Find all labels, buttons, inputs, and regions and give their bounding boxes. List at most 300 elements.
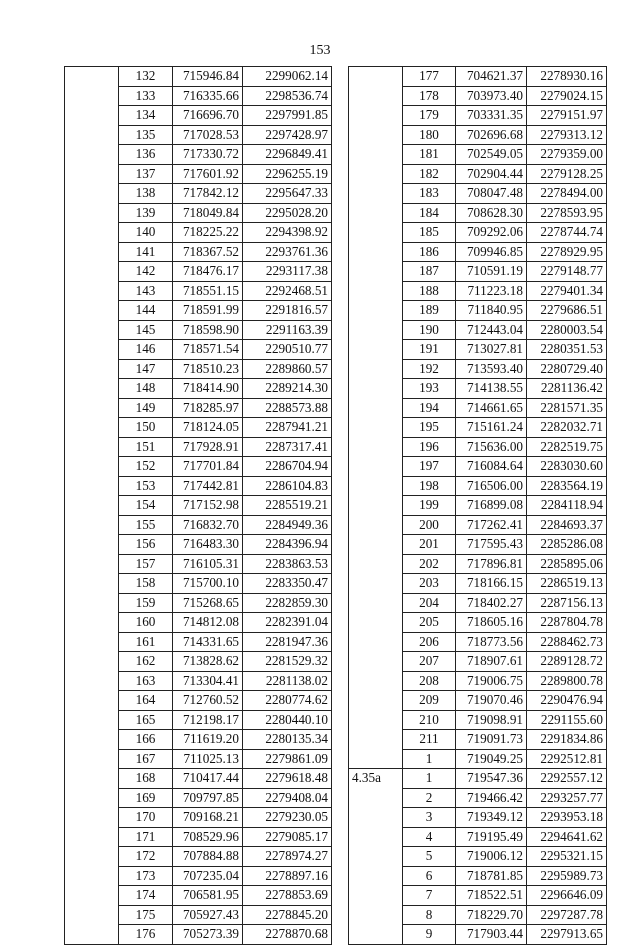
table-row [349, 671, 607, 691]
table-row [349, 223, 607, 243]
point-id-cell: 180 [403, 125, 456, 145]
table-row [349, 925, 607, 945]
group-cell [65, 613, 119, 633]
group-cell [349, 86, 403, 106]
group-cell [65, 398, 119, 418]
x-coordinate-cell: 713304.41 [173, 671, 243, 691]
x-coordinate-cell: 705273.39 [173, 925, 243, 945]
x-coordinate-cell: 716335.66 [173, 86, 243, 106]
x-coordinate-cell: 713027.81 [456, 340, 527, 360]
point-id-cell: 132 [119, 67, 173, 87]
x-coordinate-cell: 717330.72 [173, 145, 243, 165]
table-row [349, 632, 607, 652]
x-coordinate-cell: 717152.98 [173, 496, 243, 516]
group-cell [65, 437, 119, 457]
point-id-cell: 2 [403, 788, 456, 808]
table-row [65, 437, 332, 457]
y-coordinate-cell: 2295989.73 [527, 866, 607, 886]
group-cell [65, 769, 119, 789]
y-coordinate-cell: 2279359.00 [527, 145, 607, 165]
x-coordinate-cell: 707884.88 [173, 847, 243, 867]
y-coordinate-cell: 2290510.77 [243, 340, 332, 360]
point-id-cell: 205 [403, 613, 456, 633]
group-cell [349, 203, 403, 223]
y-coordinate-cell: 2293953.18 [527, 808, 607, 828]
table-row [349, 769, 607, 789]
x-coordinate-cell: 713828.62 [173, 652, 243, 672]
table-row [65, 281, 332, 301]
x-coordinate-cell: 718522.51 [456, 886, 527, 906]
point-id-cell: 137 [119, 164, 173, 184]
y-coordinate-cell: 2288573.88 [243, 398, 332, 418]
group-cell [65, 86, 119, 106]
point-id-cell: 157 [119, 554, 173, 574]
point-id-cell: 198 [403, 476, 456, 496]
table-row [65, 866, 332, 886]
table-row [65, 515, 332, 535]
x-coordinate-cell: 717595.43 [456, 535, 527, 555]
x-coordinate-cell: 702549.05 [456, 145, 527, 165]
y-coordinate-cell: 2281529.32 [243, 652, 332, 672]
point-id-cell: 176 [119, 925, 173, 945]
table-row [65, 164, 332, 184]
point-id-cell: 135 [119, 125, 173, 145]
y-coordinate-cell: 2282391.04 [243, 613, 332, 633]
point-id-cell: 209 [403, 691, 456, 711]
table-row [349, 340, 607, 360]
x-coordinate-cell: 714138.55 [456, 379, 527, 399]
table-row [65, 574, 332, 594]
group-cell [349, 340, 403, 360]
x-coordinate-cell: 705927.43 [173, 905, 243, 925]
y-coordinate-cell: 2283564.19 [527, 476, 607, 496]
group-cell [65, 418, 119, 438]
y-coordinate-cell: 2278897.16 [243, 866, 332, 886]
table-row [349, 554, 607, 574]
point-id-cell: 210 [403, 710, 456, 730]
point-id-cell: 154 [119, 496, 173, 516]
point-id-cell: 143 [119, 281, 173, 301]
table-row [349, 905, 607, 925]
group-cell [349, 223, 403, 243]
y-coordinate-cell: 2278744.74 [527, 223, 607, 243]
group-cell [349, 457, 403, 477]
group-cell [65, 710, 119, 730]
y-coordinate-cell: 2280774.62 [243, 691, 332, 711]
group-cell [349, 593, 403, 613]
point-id-cell: 7 [403, 886, 456, 906]
x-coordinate-cell: 718551.15 [173, 281, 243, 301]
x-coordinate-cell: 714812.08 [173, 613, 243, 633]
table-row [349, 379, 607, 399]
table-row [65, 652, 332, 672]
x-coordinate-cell: 718124.05 [173, 418, 243, 438]
table-row [349, 476, 607, 496]
y-coordinate-cell: 2291834.86 [527, 730, 607, 750]
table-row [65, 184, 332, 204]
table-row [349, 262, 607, 282]
point-id-cell: 164 [119, 691, 173, 711]
group-cell [349, 535, 403, 555]
point-id-cell: 201 [403, 535, 456, 555]
y-coordinate-cell: 2281947.36 [243, 632, 332, 652]
point-id-cell: 159 [119, 593, 173, 613]
table-row [65, 457, 332, 477]
table-row [65, 398, 332, 418]
table-row [349, 86, 607, 106]
x-coordinate-cell: 718414.90 [173, 379, 243, 399]
group-cell [349, 691, 403, 711]
page-number: 153 [309, 43, 331, 58]
x-coordinate-cell: 719070.46 [456, 691, 527, 711]
group-cell [65, 515, 119, 535]
point-id-cell: 185 [403, 223, 456, 243]
point-id-cell: 196 [403, 437, 456, 457]
table-row [349, 164, 607, 184]
point-id-cell: 197 [403, 457, 456, 477]
group-cell [349, 379, 403, 399]
group-cell [65, 671, 119, 691]
y-coordinate-cell: 2297991.85 [243, 106, 332, 126]
x-coordinate-cell: 702696.68 [456, 125, 527, 145]
group-cell [65, 886, 119, 906]
point-id-cell: 202 [403, 554, 456, 574]
table-row [65, 145, 332, 165]
y-coordinate-cell: 2278974.27 [243, 847, 332, 867]
table-row [349, 418, 607, 438]
table-row [349, 67, 607, 87]
table-row [65, 242, 332, 262]
table-row [65, 613, 332, 633]
x-coordinate-cell: 707235.04 [173, 866, 243, 886]
group-cell [65, 301, 119, 321]
group-cell [65, 847, 119, 867]
table-row [349, 827, 607, 847]
y-coordinate-cell: 2299062.14 [243, 67, 332, 87]
point-id-cell: 199 [403, 496, 456, 516]
point-id-cell: 149 [119, 398, 173, 418]
table-row [349, 398, 607, 418]
x-coordinate-cell: 712443.04 [456, 320, 527, 340]
x-coordinate-cell: 719098.91 [456, 710, 527, 730]
table-row [349, 886, 607, 906]
table-row [65, 496, 332, 516]
y-coordinate-cell: 2284693.37 [527, 515, 607, 535]
y-coordinate-cell: 2293117.38 [243, 262, 332, 282]
x-coordinate-cell: 719006.75 [456, 671, 527, 691]
group-cell [65, 593, 119, 613]
table-row [349, 866, 607, 886]
x-coordinate-cell: 717262.41 [456, 515, 527, 535]
table-row [349, 808, 607, 828]
group-cell [65, 749, 119, 769]
group-cell [65, 866, 119, 886]
point-id-cell: 165 [119, 710, 173, 730]
x-coordinate-cell: 711223.18 [456, 281, 527, 301]
x-coordinate-cell: 710417.44 [173, 769, 243, 789]
point-id-cell: 158 [119, 574, 173, 594]
point-id-cell: 136 [119, 145, 173, 165]
point-id-cell: 191 [403, 340, 456, 360]
y-coordinate-cell: 2279618.48 [243, 769, 332, 789]
y-coordinate-cell: 2278853.69 [243, 886, 332, 906]
group-cell [349, 905, 403, 925]
group-cell [349, 730, 403, 750]
group-cell [349, 242, 403, 262]
point-id-cell: 183 [403, 184, 456, 204]
x-coordinate-cell: 718049.84 [173, 203, 243, 223]
y-coordinate-cell: 2290476.94 [527, 691, 607, 711]
y-coordinate-cell: 2284396.94 [243, 535, 332, 555]
y-coordinate-cell: 2291155.60 [527, 710, 607, 730]
y-coordinate-cell: 2285895.06 [527, 554, 607, 574]
x-coordinate-cell: 718598.90 [173, 320, 243, 340]
group-cell [349, 866, 403, 886]
group-cell [65, 788, 119, 808]
x-coordinate-cell: 717028.53 [173, 125, 243, 145]
point-id-cell: 150 [119, 418, 173, 438]
x-coordinate-cell: 719349.12 [456, 808, 527, 828]
point-id-cell: 170 [119, 808, 173, 828]
x-coordinate-cell: 703973.40 [456, 86, 527, 106]
y-coordinate-cell: 2285286.08 [527, 535, 607, 555]
point-id-cell: 163 [119, 671, 173, 691]
group-cell [65, 652, 119, 672]
group-cell [349, 515, 403, 535]
x-coordinate-cell: 702904.44 [456, 164, 527, 184]
point-id-cell: 175 [119, 905, 173, 925]
point-id-cell: 133 [119, 86, 173, 106]
y-coordinate-cell: 2286519.13 [527, 574, 607, 594]
group-cell [65, 203, 119, 223]
y-coordinate-cell: 2278593.95 [527, 203, 607, 223]
x-coordinate-cell: 716506.00 [456, 476, 527, 496]
group-cell [65, 535, 119, 555]
group-cell [65, 320, 119, 340]
y-coordinate-cell: 2284949.36 [243, 515, 332, 535]
group-cell [65, 827, 119, 847]
table-row [65, 86, 332, 106]
point-id-cell: 211 [403, 730, 456, 750]
table-row [65, 671, 332, 691]
y-coordinate-cell: 2279128.25 [527, 164, 607, 184]
y-coordinate-cell: 2280440.10 [243, 710, 332, 730]
point-id-cell: 161 [119, 632, 173, 652]
point-id-cell: 208 [403, 671, 456, 691]
x-coordinate-cell: 717928.91 [173, 437, 243, 457]
table-row [349, 847, 607, 867]
table-row [65, 301, 332, 321]
right-coordinate-table [348, 66, 607, 945]
x-coordinate-cell: 718605.16 [456, 613, 527, 633]
y-coordinate-cell: 2295028.20 [243, 203, 332, 223]
group-cell [349, 496, 403, 516]
group-cell [349, 262, 403, 282]
x-coordinate-cell: 716899.08 [456, 496, 527, 516]
group-cell [65, 925, 119, 945]
point-id-cell: 8 [403, 905, 456, 925]
group-cell [65, 125, 119, 145]
y-coordinate-cell: 2278494.00 [527, 184, 607, 204]
x-coordinate-cell: 714331.65 [173, 632, 243, 652]
y-coordinate-cell: 2287941.21 [243, 418, 332, 438]
point-id-cell: 148 [119, 379, 173, 399]
y-coordinate-cell: 2283030.60 [527, 457, 607, 477]
group-cell [349, 652, 403, 672]
x-coordinate-cell: 717842.12 [173, 184, 243, 204]
x-coordinate-cell: 719049.25 [456, 749, 527, 769]
table-row [65, 730, 332, 750]
x-coordinate-cell: 717701.84 [173, 457, 243, 477]
table-row [349, 359, 607, 379]
point-id-cell: 140 [119, 223, 173, 243]
x-coordinate-cell: 715636.00 [456, 437, 527, 457]
table-row [65, 359, 332, 379]
table-row [349, 710, 607, 730]
group-cell [65, 164, 119, 184]
x-coordinate-cell: 718591.99 [173, 301, 243, 321]
y-coordinate-cell: 2279861.09 [243, 749, 332, 769]
y-coordinate-cell: 2297428.97 [243, 125, 332, 145]
group-cell [349, 886, 403, 906]
table-row [349, 106, 607, 126]
y-coordinate-cell: 2297913.65 [527, 925, 607, 945]
group-cell [349, 925, 403, 945]
x-coordinate-cell: 718781.85 [456, 866, 527, 886]
table-row [65, 418, 332, 438]
point-id-cell: 179 [403, 106, 456, 126]
point-id-cell: 160 [119, 613, 173, 633]
table-row [349, 593, 607, 613]
y-coordinate-cell: 2283350.47 [243, 574, 332, 594]
y-coordinate-cell: 2289800.78 [527, 671, 607, 691]
group-cell [65, 691, 119, 711]
y-coordinate-cell: 2291816.57 [243, 301, 332, 321]
table-row [65, 886, 332, 906]
x-coordinate-cell: 718402.27 [456, 593, 527, 613]
y-coordinate-cell: 2296849.41 [243, 145, 332, 165]
y-coordinate-cell: 2294641.62 [527, 827, 607, 847]
table-row [349, 184, 607, 204]
point-id-cell: 192 [403, 359, 456, 379]
point-id-cell: 189 [403, 301, 456, 321]
group-cell [349, 145, 403, 165]
y-coordinate-cell: 2278845.20 [243, 905, 332, 925]
point-id-cell: 156 [119, 535, 173, 555]
y-coordinate-cell: 2286704.94 [243, 457, 332, 477]
y-coordinate-cell: 2280003.54 [527, 320, 607, 340]
x-coordinate-cell: 718285.97 [173, 398, 243, 418]
point-id-cell: 167 [119, 749, 173, 769]
table-row [349, 691, 607, 711]
y-coordinate-cell: 2284118.94 [527, 496, 607, 516]
table-row [65, 632, 332, 652]
point-id-cell: 3 [403, 808, 456, 828]
y-coordinate-cell: 2279151.97 [527, 106, 607, 126]
group-cell [65, 223, 119, 243]
group-cell [349, 671, 403, 691]
point-id-cell: 9 [403, 925, 456, 945]
x-coordinate-cell: 708529.96 [173, 827, 243, 847]
point-id-cell: 193 [403, 379, 456, 399]
x-coordinate-cell: 714661.65 [456, 398, 527, 418]
x-coordinate-cell: 717601.92 [173, 164, 243, 184]
x-coordinate-cell: 718229.70 [456, 905, 527, 925]
y-coordinate-cell: 2279230.05 [243, 808, 332, 828]
table-row [349, 457, 607, 477]
point-id-cell: 151 [119, 437, 173, 457]
point-id-cell: 171 [119, 827, 173, 847]
group-cell [65, 632, 119, 652]
group-cell [349, 359, 403, 379]
table-row [65, 203, 332, 223]
group-cell [349, 184, 403, 204]
x-coordinate-cell: 719466.42 [456, 788, 527, 808]
group-cell [65, 359, 119, 379]
x-coordinate-cell: 704621.37 [456, 67, 527, 87]
x-coordinate-cell: 715161.24 [456, 418, 527, 438]
point-id-cell: 188 [403, 281, 456, 301]
group-cell [65, 281, 119, 301]
x-coordinate-cell: 717903.44 [456, 925, 527, 945]
y-coordinate-cell: 2294398.92 [243, 223, 332, 243]
table-row [349, 574, 607, 594]
y-coordinate-cell: 2279148.77 [527, 262, 607, 282]
table-row [349, 730, 607, 750]
point-id-cell: 142 [119, 262, 173, 282]
x-coordinate-cell: 718571.54 [173, 340, 243, 360]
x-coordinate-cell: 719547.36 [456, 769, 527, 789]
x-coordinate-cell: 718773.56 [456, 632, 527, 652]
table-row [65, 535, 332, 555]
group-cell: 4.35a [349, 769, 403, 789]
group-cell [65, 145, 119, 165]
point-id-cell: 190 [403, 320, 456, 340]
group-cell [349, 554, 403, 574]
point-id-cell: 6 [403, 866, 456, 886]
group-cell [349, 125, 403, 145]
y-coordinate-cell: 2282032.71 [527, 418, 607, 438]
group-cell [65, 808, 119, 828]
x-coordinate-cell: 717442.81 [173, 476, 243, 496]
y-coordinate-cell: 2298536.74 [243, 86, 332, 106]
y-coordinate-cell: 2292468.51 [243, 281, 332, 301]
table-row [349, 788, 607, 808]
x-coordinate-cell: 718166.15 [456, 574, 527, 594]
group-cell [349, 106, 403, 126]
table-row [65, 769, 332, 789]
y-coordinate-cell: 2282859.30 [243, 593, 332, 613]
group-cell [65, 262, 119, 282]
group-cell [349, 710, 403, 730]
group-cell [349, 301, 403, 321]
point-id-cell: 195 [403, 418, 456, 438]
point-id-cell: 200 [403, 515, 456, 535]
table-row [65, 788, 332, 808]
group-cell [65, 496, 119, 516]
x-coordinate-cell: 719006.12 [456, 847, 527, 867]
point-id-cell: 139 [119, 203, 173, 223]
point-id-cell: 147 [119, 359, 173, 379]
x-coordinate-cell: 715700.10 [173, 574, 243, 594]
y-coordinate-cell: 2291163.39 [243, 320, 332, 340]
table-row [349, 535, 607, 555]
point-id-cell: 146 [119, 340, 173, 360]
table-row [65, 379, 332, 399]
point-id-cell: 184 [403, 203, 456, 223]
y-coordinate-cell: 2287156.13 [527, 593, 607, 613]
group-cell [65, 457, 119, 477]
